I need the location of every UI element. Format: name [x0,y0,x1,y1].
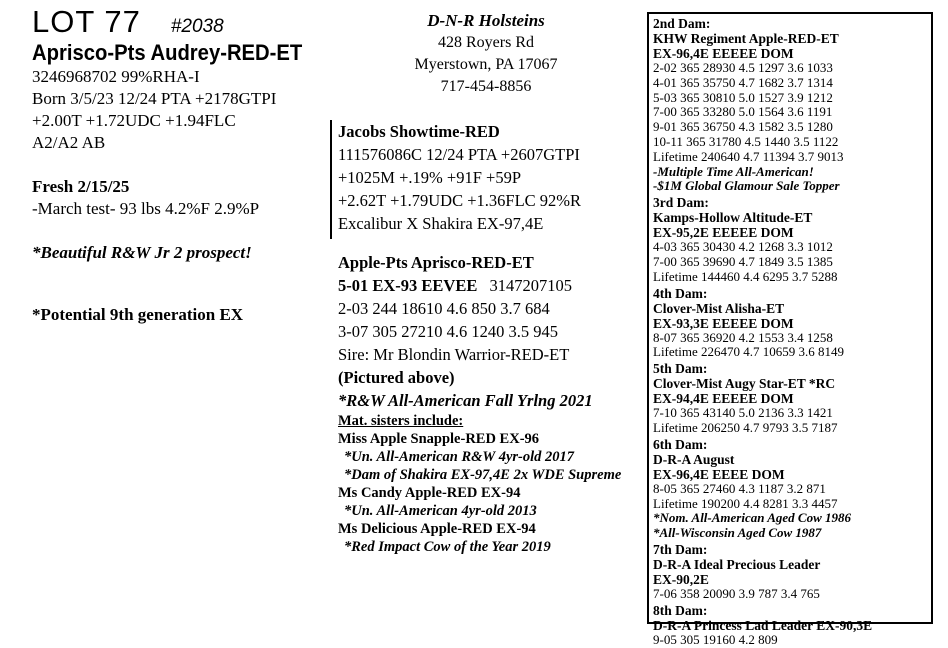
breeder-street: 428 Royers Rd [438,34,534,51]
dam-record: 9-05 305 19160 4.2 809 [653,631,778,647]
dam-name: D-R-A Princess Lad Leader EX-90,3E [653,617,873,633]
dam-score: EX-90,2E [653,571,709,587]
sire-line-2: +1025M +.19% +91F +59P [338,168,521,187]
test-result: -March test- 93 lbs 4.2%F 2.9%P [32,199,260,218]
dam-block [330,251,650,556]
dam-score-line [338,274,650,297]
pedigree-6th-dam [653,437,927,541]
dam-record: 7-00 365 39690 4.7 1849 3.5 1385 [653,253,833,269]
pedigree-8th-dam [653,603,927,648]
breeder-phone: 717-454-8856 [440,78,532,95]
dam-label: 4th Dam: [653,285,708,301]
dam-score: EX-95,2E EEEEE DOM [653,225,794,241]
dam-note: *All-Wisconsin Aged Cow 1987 [653,525,822,541]
sire-name: Jacobs Showtime-RED [338,122,500,141]
dam-record: Lifetime 226470 4.7 10659 3.6 8149 [653,344,845,360]
dam-name: KHW Regiment Apple-RED-ET [653,31,839,46]
dam-name: D-R-A August [653,451,735,467]
dam-record: 7-06 358 20090 3.9 787 3.4 765 [653,585,820,601]
pedigree-7th-dam [653,542,927,602]
sire-line-4: Excalibur X Shakira EX-97,4E [338,214,544,233]
dam-note: -Multiple Time All-American! [653,163,814,179]
breeder-info [400,10,572,98]
sister-note: *Un. All-American R&W 4yr-old 2017 [344,449,575,465]
dam-sire: Sire: Mr Blondin Warrior-RED-ET [338,345,570,364]
dam-name: Apple-Pts Aprisco-RED-ET [338,253,534,272]
dam-record: Lifetime 190200 4.4 8281 3.3 4457 [653,495,838,511]
sister-note: *Dam of Shakira EX-97,4E 2x WDE Supreme [344,467,622,483]
breeder-city: Myerstown, PA 17067 [414,56,558,73]
dam-record: Lifetime 240640 4.7 11394 3.7 9013 [653,148,844,164]
dam-label: 5th Dam: [653,361,708,377]
prospect-note: *Beautiful R&W Jr 2 prospect! [32,243,252,262]
fresh-date: Fresh 2/15/25 [32,177,130,196]
dam-record: 2-02 365 28930 4.5 1297 3.6 1033 [653,60,833,75]
lot-header [32,6,332,38]
dam-label: 3rd Dam: [653,195,709,211]
sire-line-1: 111576086C 12/24 PTA +2607GTPI [338,145,580,164]
dam-label: 2nd Dam: [653,16,711,31]
dam-record: 4-01 365 35750 4.7 1682 3.7 1314 [653,74,833,90]
dam-record: 4-03 365 30430 4.2 1268 3.3 1012 [653,239,833,255]
dam-record: 7-10 365 43140 5.0 2136 3.3 1421 [653,405,833,421]
sisters-heading: Mat. sisters include: [338,413,464,429]
born-line: Born 3/5/23 12/24 PTA +2178GTPI [32,89,277,108]
sire-dam-section [330,120,650,556]
dam-record: 7-00 365 33280 5.0 1564 3.6 1191 [653,104,833,120]
dam-record: 5-03 365 30810 5.0 1527 3.9 1212 [653,89,833,105]
registration-line: 3246968702 99%RHA-I [32,67,200,86]
pedigree-5th-dam [653,361,927,436]
dam-record: Lifetime 206250 4.7 9793 3.5 7187 [653,419,838,435]
dam-record-2: 3-07 305 27210 4.6 1240 3.5 945 [338,322,558,341]
dam-name: D-R-A Ideal Precious Leader [653,556,821,572]
dam-record-1: 2-03 244 18610 4.6 850 3.7 684 [338,299,550,318]
dam-name: Clover-Mist Augy Star-ET *RC [653,376,836,392]
pedigree-2nd-dam [653,16,927,194]
dam-label: 7th Dam: [653,541,708,557]
dam-score: EX-93,3E EEEEE DOM [653,315,794,331]
pedigree-box [647,12,933,647]
dam-score: EX-96,4E EEEE DOM [653,466,785,482]
lot-number: #2038 [170,16,224,37]
sister-name: Ms Delicious Apple-RED EX-94 [338,521,536,537]
genes-line: A2/A2 AB [32,133,106,152]
pedigree-4th-dam [653,286,927,361]
dam-score: EX-96,4E EEEEE DOM [653,46,794,61]
dam-award: *R&W All-American Fall Yrlng 2021 [338,391,593,410]
sire-line-3: +2.62T +1.79UDC +1.36FLC 92%R [338,191,582,210]
dam-pictured: (Pictured above) [338,368,455,387]
sister-name: Ms Candy Apple-RED EX-94 [338,485,521,501]
lot-info [32,6,332,326]
dam-record: 8-05 365 27460 4.3 1187 3.2 871 [653,480,826,496]
lot-title: LOT 77 [32,4,141,39]
dam-score: 5-01 EX-93 EEVEE [338,276,478,295]
dam-score: EX-94,4E EEEEE DOM [653,391,794,407]
dam-record: 9-01 365 36750 4.3 1582 3.5 1280 [653,119,833,135]
animal-name: Aprisco-Pts Audrey-RED-ET [32,40,303,65]
dam-record: Lifetime 144460 4.4 6295 3.7 5288 [653,268,838,284]
dam-note: *Nom. All-American Aged Cow 1986 [653,510,852,526]
sister-note: *Un. All-American 4yr-old 2013 [344,503,537,519]
sire-block [330,120,650,239]
sister-note: *Red Impact Cow of the Year 2019 [344,539,551,555]
dam-note: -$1M Global Glamour Sale Topper [653,178,840,194]
dam-reg: 3147207105 [489,276,572,295]
breeder-name: D-N-R Holsteins [427,11,545,30]
dam-record: 8-07 365 36920 4.2 1553 3.4 1258 [653,329,833,345]
dam-label: 6th Dam: [653,436,708,452]
dam-record: 10-11 365 31780 4.5 1440 3.5 1122 [653,133,839,149]
dam-label: 8th Dam: [653,602,708,618]
traits-line: +2.00T +1.72UDC +1.94FLC [32,111,236,130]
pedigree-3rd-dam [653,195,927,284]
generation-note: *Potential 9th generation EX [32,305,244,324]
dam-name: Kamps-Hollow Altitude-ET [653,210,813,226]
dam-name: Clover-Mist Alisha-ET [653,300,785,316]
sister-name: Miss Apple Snapple-RED EX-96 [338,431,540,447]
